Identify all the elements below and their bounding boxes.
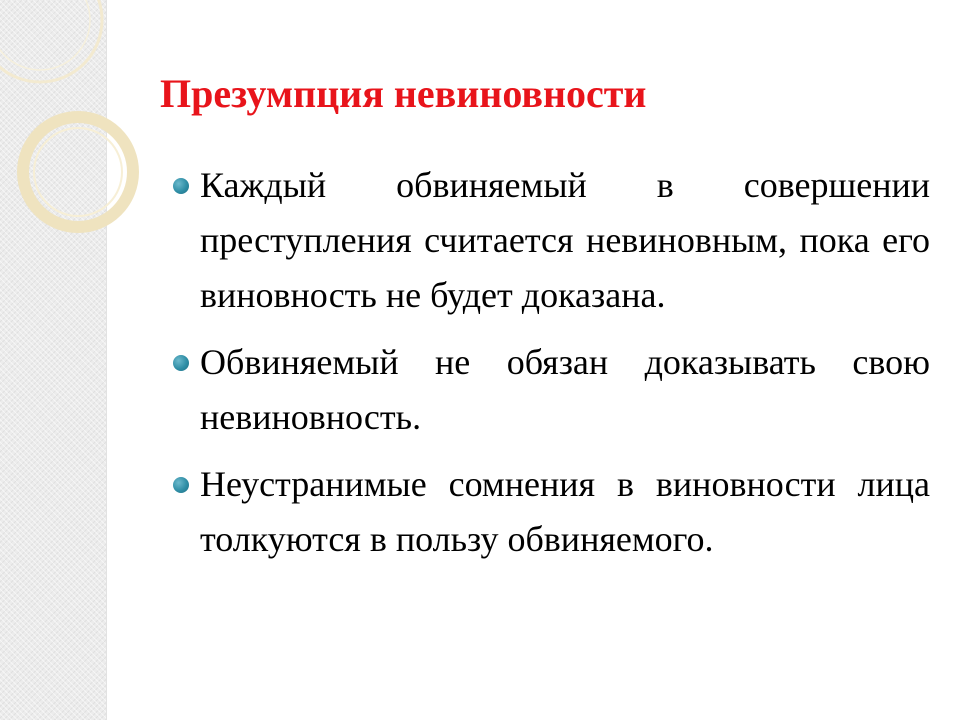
slide-title: Презумпция невиновности xyxy=(160,71,647,116)
bullet-text: Каждый обвиняемый в совершении преступления считается невиновным, пока его виновность не будет доказана. xyxy=(200,165,930,315)
decorative-ring-inner xyxy=(0,0,90,70)
bullet-text: Неустранимые сомнения в виновности лица толкуются в пользу обвиняемого. xyxy=(200,464,930,559)
bullet-item xyxy=(173,335,930,445)
decorative-ring-large xyxy=(23,117,133,227)
decorative-rings-graphic xyxy=(0,0,140,240)
bullet-item xyxy=(173,457,930,567)
bullet-dot-icon xyxy=(173,178,189,194)
bullet-text: Обвиняемый не обязан доказывать свою невиновность. xyxy=(200,342,930,437)
bullet-dot-icon xyxy=(173,477,189,493)
bullet-dot-icon xyxy=(173,355,189,371)
decorative-ring-thin xyxy=(34,128,122,216)
bullet-item xyxy=(173,158,930,323)
decorative-ring-outer xyxy=(0,0,102,82)
bullet-list xyxy=(173,158,930,579)
